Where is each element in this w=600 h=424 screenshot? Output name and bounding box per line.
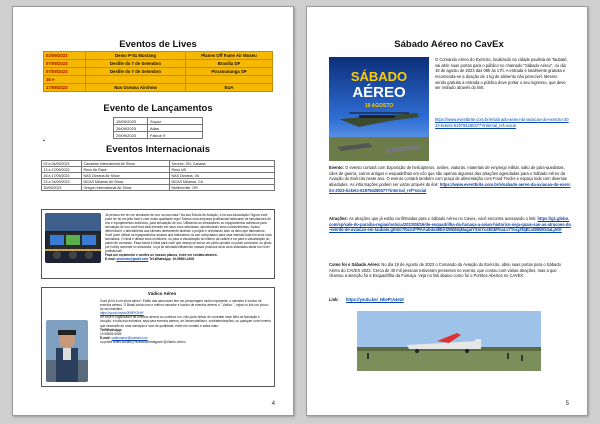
page-4 — [12, 6, 294, 416]
lives-event-cell: Demo P-51 Mustang — [86, 52, 186, 60]
intl-date-cell: 30/09/2023 — [42, 185, 82, 191]
event-info-link[interactable]: https://www.eventbrite.com.br/e/sabado-aereo-da-aviacao-do-exercito-2023-tickets-619794280377?internal_ref=social — [329, 181, 571, 193]
intl-name-cell: MCAS Miramar Air Show — [82, 179, 170, 185]
launch-name-cell: Atlas — [148, 125, 203, 132]
launch-date-cell: 29/09/2023 — [114, 132, 148, 139]
table-row — [114, 132, 203, 139]
airshow-photo — [357, 311, 541, 371]
table-row — [44, 52, 273, 60]
launch-date-cell: 15/09/2023 — [114, 118, 148, 125]
intl-name-cell: NAS Oceana Air Show — [82, 173, 170, 179]
lives-date-cell: 07/09/2023 — [44, 68, 86, 76]
how-it-was-paragraph: Como foi o Sábado Aéreo: No dia 19 de Agosto de 2023 o Comando da Aviação do Exército, abriu suas portas para o Sábado Aéreo do CAVEX 2023. Cerca de 40 mil pessoas estiveram presentes no evento, que contou com varias atrações, mas a que chamou a atenção foi a Esquadrilha da Fumaça. Veja no link abaixo como foi o Portões Abertos no CAVEX: — [329, 262, 561, 279]
ticket-link[interactable]: https://www.eventbrite.com.br/e/sab ado-aereo-da-aviacao-do-exercito-2023-tickets-619794280377?internal_ref=socia — [435, 117, 569, 128]
lives-event-cell: Desfile do 7 de Setembro — [86, 60, 186, 68]
vadico-ad-box — [41, 287, 275, 387]
intl-place-cell: MCAS Miramar, CA — [170, 179, 275, 185]
svg-text:19 AGOSTO: 19 AGOSTO — [364, 103, 394, 109]
table-row — [42, 185, 275, 191]
simulator-ad-text: Já pensou em ter um simulador de voo na sua casa? Na sua Escola de Aviação, a na sua Associação? Agora você pode ter de um jeito fácil e com muito qualidade ergo! Somos uma empresa profissional fabricante de simuladores de voo e equipamentos aviônicos, para simulação de voo. Utilizando os simuladores ou equipamentos aviônicos para simulação de voo você terá total imersão em seus voos simulados, aproximando seus conhecimentos. Nosso diferencial é o atendimento aos clientes diretamente fazendo o projeto e orientando todo os itens que fabricamos. Você pode utilizar os equipamentos avulsos que fabricamos no seu computador para uma imersão total em seus voos simulados. O ideal é utilizar seus monitores, ou para a visualização do interior da cabine e na para a visualização do painel de comando. Essa forma é ideal para você que deseja se tornar um piloto privado ou piloto comercial, ou piloto por hobby somente no simulador, ou já se simulador/Itissimulo nossas produtos seus voos simulados ativar um nível profissional! Faça um orçamento e confira os nossos planos, entre em contato através: E-mail: simusim@gmail.com Tel-WhatsApp: 19-99981-1608 — [105, 213, 272, 261]
lives-table — [43, 51, 273, 92]
lives-date-cell: 16 e — [44, 76, 86, 84]
vadico-ad-text: Você já foi a um show aéreo? Então das aeronaves tem um personagem muito importante, o narrador e locutor de eventos aéreos. O Brasil conta com o melhor narrador e locutor de eventos aéreos o " Vádico ", vejas no link um pouco do seu trabalho: https://youtu.be/wc0R6PK3HtY Se você é organizador de eventos aéreos ou conhece um, não pode deixar de contratar esse Mito da Narração e locução, e toda sua estrutura, seja para eventos aéreos, de Aeromodelismo, confraternizações, ou qualquer outro evento que necessite de uma narração e som de qualidade, entre em contato e saiba mais: Tel/WhatsApp: 15 98825-5065 E-mail: vadicoaero@hotmail.com ou pelas redes sociais (Facebook/Instagram @Vádico Aéreo — [100, 299, 271, 344]
intl-date-cell: 16 a 17/09/2023 — [42, 173, 82, 179]
intl-title: Eventos Internacionais — [105, 144, 210, 155]
table-row — [114, 125, 203, 132]
lives-place-cell: Pirassununga SP — [186, 68, 273, 76]
vadico-title: Vádico Aéreo — [147, 291, 177, 296]
attractions-paragraph: Atrações: As atrações que já estão confirmadas para o Sábado Aéreo no Cavex, você encontra acessando o link: https://g1.globo.com/sp/vale-do-paraiba-regiao/noticia/2023/08/16/de-esquadrilha-da-fumaca-a-aviao-historico-veja-quais-sao-as-atracoes-do-evento-de-aviacao-em-taubate.ghtml?fbclid=PAAabdo49EAl2MbNqMagalYSmYcsEbbPnaLv7YocjZNjELvDBWOdaLjhOt — [329, 216, 571, 233]
vadico-email-link[interactable]: vadicoaero@hotmail.com — [111, 335, 148, 340]
intl-place-cell: Reno US — [170, 167, 275, 173]
attractions-link[interactable]: https://g1.globo.com/sp/vale-do-paraiba-regiao/noticia/2023/08/16/de-esquadrilha-da-fumaca-a-aviao-historico-veja-quais-sao-as-atracoes-do-evento-de-aviacao-em-taubate.ghtml?fbclid=PAAabdo49EAl2MbNqMagalYSmYcsEbbPnaLv7YocjZNjELvDBWOdaLjhOt — [329, 216, 571, 233]
lives-event-cell: Desfile do 7 de Setembro — [86, 68, 186, 76]
page-number: 4 — [271, 401, 275, 407]
intl-place-cell: Toronto, ON, Canada — [170, 161, 275, 167]
simulator-cockpit-image — [45, 213, 101, 263]
svg-text:SÁBADO: SÁBADO — [350, 69, 408, 84]
lives-date-cell: 02/09/2023 — [44, 52, 86, 60]
table-row — [44, 76, 273, 84]
intro-text: O Comando Aéreo do Exército, localizado na cidade paulista de Taubaté, vai abrir suas portas para o público no chamado "Sábado Aéreo", no dia 19 de agosto de 2023 das 08h às 17h. A entrada é totalmente gratuita e recomenda-se a doação de 1 kg de alimento não perecível. Mesmo sendo gratuita a entrada o público deve portar o seu ingresso, que deve ser retirado através do link: — [435, 57, 568, 91]
page-5 — [306, 6, 588, 416]
table-row — [44, 68, 273, 76]
lives-place-cell — [186, 76, 273, 84]
vadico-video-link[interactable]: https://youtu.be/wc0R6PK3HtY — [100, 311, 144, 316]
svg-text:AÉREO: AÉREO — [352, 84, 406, 101]
lives-event-cell: Nas Oceana Airshow — [86, 84, 186, 92]
launches-table — [113, 117, 203, 139]
table-row — [44, 60, 273, 68]
intl-date-cell: 23 a 24/09/2023 — [42, 179, 82, 185]
table-row — [44, 84, 273, 92]
page-number: 5 — [565, 401, 569, 407]
lives-date-cell: 07/09/2023 — [44, 60, 86, 68]
article-title: Sábado Aéreo no CavEx — [394, 39, 504, 50]
bullet-icon: ▪ — [43, 138, 45, 144]
lives-place-cell: Brasília DF — [186, 60, 273, 68]
intl-name-cell: Oregon International Air Show — [82, 185, 170, 191]
launch-date-cell: 26/09/2023 — [114, 125, 148, 132]
intl-events-table — [41, 160, 275, 191]
intl-place-cell: NAS Oceana, VA — [170, 173, 275, 179]
launch-name-cell: Soyuz — [148, 118, 203, 125]
launches-title: Evento de Lançamentos — [103, 103, 213, 114]
intl-name-cell: Reno Air Race — [82, 167, 170, 173]
lives-date-cell: 17/09/2023 — [44, 84, 86, 92]
lives-title: Eventos de Lives — [119, 39, 197, 50]
intl-date-cell: 13 a 17/09/2023 — [42, 167, 82, 173]
simulator-ad-box — [41, 209, 275, 279]
video-link[interactable]: https://youtu.be/_NbePrA4eUI — [345, 297, 404, 302]
simulator-email-link[interactable]: simusim@gmail.com — [116, 257, 149, 261]
intl-date-cell: 02 a 04/09/2023 — [42, 161, 82, 167]
intl-name-cell: Canadian International Air Show — [82, 161, 170, 167]
narrator-photo — [46, 320, 88, 382]
event-poster-image — [329, 57, 429, 161]
lives-event-cell — [86, 76, 186, 84]
event-paragraph: Evento: O evento contará com Exposição de helicópteros, aviões, viaturas, materiais de emprego militar, salto de pára-quedistas, cães de guerra, carros antigos e esquadrilhas em vôo que são apenas algumas das atrações agendadas para o Sábado Aéreo da Aviação do Exército neste ano. O evento contará também com praça de alimentação com Food Trucks e espaço kids com diversas atividades. As informações podem ser vistas através do link: https://www.eventbrite.com.br/e/sabado-aereo-da-aviacao-do-exercito-2023-tickets-619794280377?internal_ref=social — [329, 165, 571, 193]
intl-place-cell: McMinnville, OR — [170, 185, 275, 191]
lives-place-cell: Planes Off Fame Air Museu — [186, 52, 273, 60]
lives-place-cell: EUA — [186, 84, 273, 92]
video-link-line: Link: https://youtu.be/_NbePrA4eUI — [329, 297, 404, 302]
table-row — [114, 118, 203, 125]
launch-name-cell: Falcon 9 — [148, 132, 203, 139]
